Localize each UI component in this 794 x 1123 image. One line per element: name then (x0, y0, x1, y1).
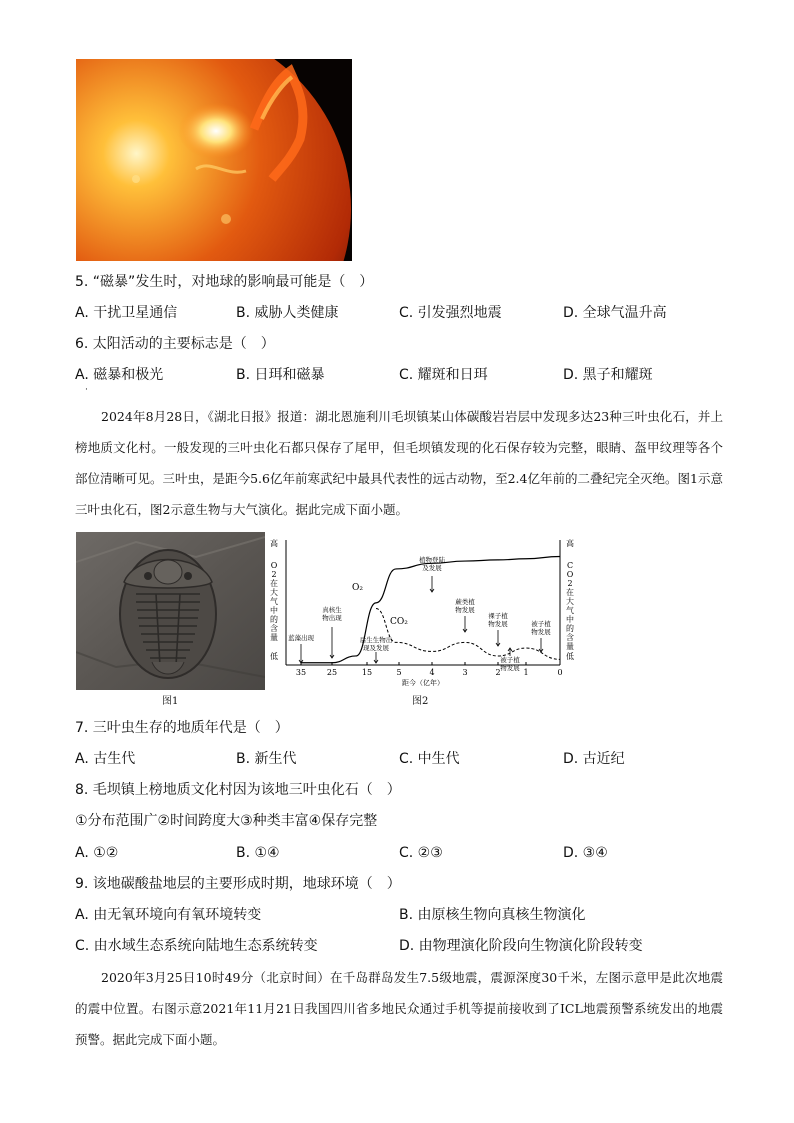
left-axis-title-char: 气 (270, 597, 278, 606)
annotation-label: 物出现 (322, 614, 342, 622)
trilobite-passage: 2024年8月28日，《湖北日报》报道：湖北恩施利川毛坝镇某山体碳酸岩岩层中发现多达23种三叶虫化石，并上榜地质文化村。一般发现的三叶虫化石都只保存了尾甲，但毛坝镇发现的化石保存较为完整，眼睛、盔甲纹理等各个部位清晰可见。三叶虫，是距今5.6亿年前寒武纪中最具代表性的远古动物，至2.4亿年前的二叠纪完全灭绝。图1示意三叶虫化石，图2示意生物与大气演化。据此完成下面小题。 (75, 409, 723, 517)
left-axis-title-char: 在 (270, 579, 278, 588)
annotation-label: 物发展 (531, 628, 551, 636)
q8-option-b: B. ①④ (236, 845, 280, 861)
annotation-label: 后生生物出 (359, 636, 393, 644)
q9-option-d: D. 由物理演化阶段向生物演化阶段转变 (399, 938, 643, 954)
annotation-label: 及发展 (422, 564, 442, 572)
q7-option-a: A. 古生代 (75, 751, 136, 767)
right-axis-title-char: 气 (566, 606, 574, 615)
right-axis-title-char: 含 (566, 633, 574, 642)
x-tick-label: 1 (523, 668, 529, 677)
x-tick-label: 3 (462, 668, 468, 677)
x-axis-label: 距今（亿年） (402, 679, 444, 687)
sun-illustration (76, 59, 352, 261)
q5-option-c: C. 引发强烈地震 (399, 305, 502, 321)
right-axis-title-char: 2 (567, 579, 573, 588)
right-axis-title-char: 的 (566, 624, 574, 633)
right-axis-bottom-label: 低 (566, 652, 574, 661)
left-axis-title-char: 2 (271, 570, 277, 579)
trilobite-illustration (76, 532, 265, 690)
left-axis-title-char: 量 (270, 633, 278, 642)
x-tick-label: 35 (295, 668, 307, 677)
q7-option-b: B. 新生代 (236, 751, 297, 767)
q8-option-c: C. ②③ (399, 845, 443, 861)
q9-option-c: C. 由水域生态系统向陆地生态系统转变 (75, 938, 318, 954)
x-tick-label: 15 (361, 668, 373, 677)
q6-option-c: C. 耀斑和日珥 (399, 367, 488, 383)
sun-solar-flare-image (76, 59, 352, 261)
stray-mark: · (85, 385, 88, 395)
x-tick-label: 25 (326, 668, 338, 677)
q6-option-b: B. 日珥和磁暴 (236, 367, 325, 383)
o2-series-label: O₂ (352, 583, 363, 593)
x-tick-label: 5 (396, 668, 402, 677)
co2-series-label: CO₂ (390, 617, 408, 627)
annotation-label: 现及发展 (363, 644, 389, 652)
right-axis-title-char: 量 (566, 642, 574, 651)
left-axis-bottom-label: 低 (270, 652, 278, 661)
annotation-label: 裸子植 (488, 612, 508, 620)
annotation-label: 蓝藻出现 (288, 634, 314, 642)
q6-option-a: A. 磁暴和极光 (75, 367, 164, 383)
question-5-stem: 5. “磁暴”发生时，对地球的影响最可能是（ ） (75, 274, 374, 290)
annotation-label: 被子植 (500, 656, 520, 664)
q9-option-a: A. 由无氧环境向有氧环境转变 (75, 907, 262, 923)
q7-option-d: D. 古近纪 (563, 751, 625, 767)
question-6-stem: 6. 太阳活动的主要标志是（ ） (75, 336, 275, 352)
left-axis-title-char: O (270, 561, 278, 570)
right-axis-title-char: 在 (566, 588, 574, 597)
q7-option-c: C. 中生代 (399, 751, 460, 767)
q9-option-b: B. 由原核生物向真核生物演化 (399, 907, 586, 923)
q8-option-a: A. ①② (75, 845, 119, 861)
right-axis-title-char: 大 (566, 597, 574, 606)
question-8-stem: 8. 毛坝镇上榜地质文化村因为该地三叶虫化石（ ） (75, 782, 401, 798)
figure-1-caption: 图1 (162, 696, 179, 707)
atmosphere-evolution-chart (266, 532, 582, 690)
q5-option-a: A. 干扰卫星通信 (75, 305, 178, 321)
left-axis-title-char: 大 (270, 588, 278, 597)
right-axis-top-label: 高 (566, 539, 574, 548)
question-9-stem: 9. 该地碳酸盐地层的主要形成时期，地球环境（ ） (75, 876, 401, 892)
x-tick-label: 4 (429, 668, 435, 677)
q5-option-d: D. 全球气温升高 (563, 305, 667, 321)
x-tick-label: 2 (495, 668, 501, 677)
annotation-label: 被子植 (531, 620, 551, 628)
q6-option-d: D. 黑子和耀斑 (563, 367, 653, 383)
q8-option-d: D. ③④ (563, 845, 608, 861)
left-axis-title-char: 含 (270, 624, 278, 633)
annotation-label: 物发展 (500, 664, 520, 672)
x-tick-label: 0 (557, 668, 563, 677)
right-axis-title-char: 中 (566, 615, 574, 624)
annotation-label: 物发展 (488, 620, 508, 628)
left-axis-top-label: 高 (270, 539, 278, 548)
right-axis-title-char: O (566, 570, 574, 579)
right-axis-title-char: C (566, 561, 574, 570)
annotation-label: 真核生 (322, 606, 342, 614)
q8-choices-line: ①分布范围广②时间跨度大③种类丰富④保存完整 (75, 813, 378, 829)
left-axis-title-char: 中 (270, 606, 278, 615)
figure-2-caption: 图2 (412, 696, 429, 707)
earthquake-passage: 2020年3月25日10时49分（北京时间）在千岛群岛发生7.5级地震，震源深度30千米，左图示意甲是此次地震的震中位置。右图示意2021年11月21日我国四川省多地民众通过手机等提前接收到了ICL地震预警系统发出的地震预警。据此完成下面小题。 (75, 970, 723, 1047)
annotation-label: 蕨类植 (455, 598, 475, 606)
annotation-label: 物发展 (455, 606, 475, 614)
trilobite-fossil-image (76, 532, 265, 690)
q5-option-b: B. 威胁人类健康 (236, 305, 339, 321)
question-7-stem: 7. 三叶虫生存的地质年代是（ ） (75, 720, 289, 736)
annotation-label: 植物登陆 (419, 556, 445, 564)
left-axis-title-char: 的 (270, 615, 278, 624)
